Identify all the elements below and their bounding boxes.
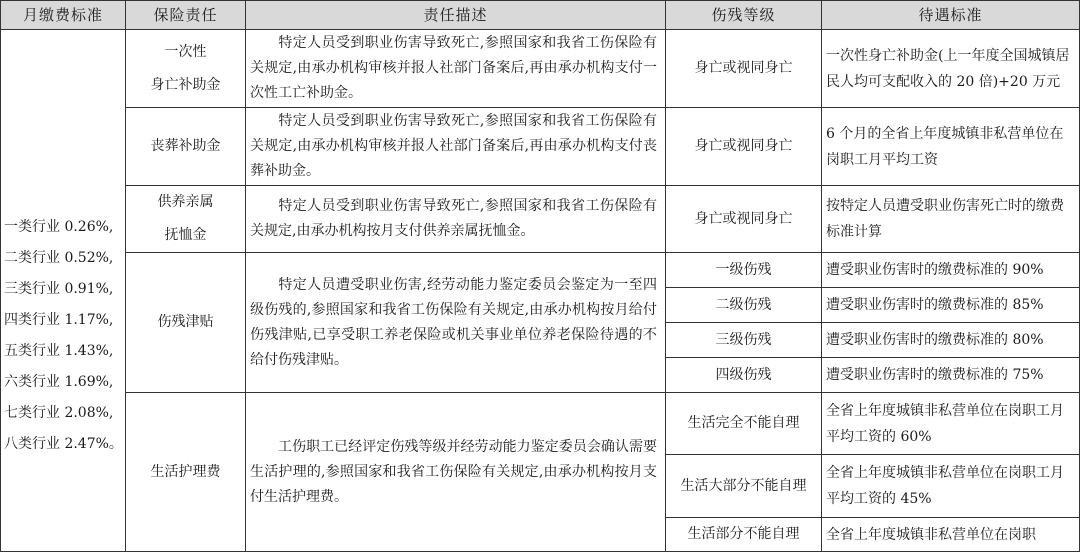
benefit-cell: 遭受职业伤害时的缴费标准的 75%	[822, 358, 1080, 393]
rate-line: 三类行业 0.91%,	[4, 280, 114, 297]
benefit-cell: 遭受职业伤害时的缴费标准的 90%	[822, 253, 1080, 288]
grade-cell: 生活部分不能自理	[666, 518, 822, 552]
description-cell: 特定人员受到职业伤害导致死亡,参照国家和我省工伤保险有关规定,由承办机构按月支付供养亲属抚恤金。	[246, 186, 666, 253]
grade-cell: 二级伤残	[666, 288, 822, 323]
table-row	[1, 393, 1080, 455]
category-cell: 供养亲属 抚恤金	[126, 186, 246, 253]
description-cell: 特定人员遭受职业伤害,经劳动能力鉴定委员会鉴定为一至四级伤残的,参照国家和我省工伤保险有关规定,由承办机构按月给付伤残津贴,已享受职工养老保险或机关事业单位养老保险待遇的不给付伤残津贴。	[246, 253, 666, 393]
rate-line: 二类行业 0.52%,	[4, 249, 114, 266]
rate-line: 一类行业 0.26%,	[4, 218, 114, 235]
description-cell: 工伤职工已经评定伤残等级并经劳动能力鉴定委员会确认需要生活护理的,参照国家和我省工伤保险有关规定,由承办机构按月支付生活护理费。	[246, 393, 666, 552]
rate-line: 六类行业 1.69%,	[4, 373, 114, 390]
grade-cell: 身亡或视同身亡	[666, 186, 822, 253]
category-cell: 伤残津贴	[126, 253, 246, 393]
benefit-cell: 按特定人员遭受职业伤害死亡时的缴费标准计算	[822, 186, 1080, 253]
table-row	[1, 30, 1080, 108]
description-cell: 特定人员受到职业伤害导致死亡,参照国家和我省工伤保险有关规定,由承办机构审核并报人社部门备案后,再由承办机构支付丧葬补助金。	[246, 108, 666, 186]
grade-cell: 四级伤残	[666, 358, 822, 393]
rate-line: 八类行业 2.47%。	[4, 435, 123, 452]
category-cell: 生活护理费	[126, 393, 246, 552]
rate-line: 四类行业 1.17%,	[4, 311, 114, 328]
grade-cell: 生活大部分不能自理	[666, 455, 822, 518]
rate-line: 七类行业 2.08%,	[4, 404, 114, 421]
grade-cell: 三级伤残	[666, 323, 822, 358]
benefit-cell: 一次性身亡补助金(上一年度全国城镇居民人均可支配收入的 20 倍)+20 万元	[822, 30, 1080, 108]
category-cell: 一次性 身亡补助金	[126, 30, 246, 108]
benefit-cell: 遭受职业伤害时的缴费标准的 80%	[822, 323, 1080, 358]
header-monthly-fee: 月缴费标准	[1, 1, 126, 30]
header-description: 责任描述	[246, 1, 666, 30]
header-disability-grade: 伤残等级	[666, 1, 822, 30]
industry-rates-cell	[1, 30, 126, 552]
table-row	[1, 108, 1080, 186]
rate-line: 五类行业 1.43%,	[4, 342, 114, 359]
benefit-cell: 遭受职业伤害时的缴费标准的 85%	[822, 288, 1080, 323]
benefit-cell: 6 个月的全省上年度城镇非私营单位在岗职工月平均工资	[822, 108, 1080, 186]
header-row	[1, 1, 1080, 30]
grade-cell: 一级伤残	[666, 253, 822, 288]
header-benefit-standard: 待遇标准	[822, 1, 1080, 30]
grade-cell: 身亡或视同身亡	[666, 30, 822, 108]
grade-cell: 生活完全不能自理	[666, 393, 822, 455]
benefit-cell: 全省上年度城镇非私营单位在岗职工月平均工资的 60%	[822, 393, 1080, 455]
category-cell: 丧葬补助金	[126, 108, 246, 186]
header-coverage: 保险责任	[126, 1, 246, 30]
table-row	[1, 253, 1080, 288]
benefit-cell: 全省上年度城镇非私营单位在岗职工月平均工资的 45%	[822, 455, 1080, 518]
grade-cell: 身亡或视同身亡	[666, 108, 822, 186]
benefit-cell: 全省上年度城镇非私营单位在岗职	[822, 518, 1080, 552]
description-cell: 特定人员受到职业伤害导致死亡,参照国家和我省工伤保险有关规定,由承办机构审核并报人社部门备案后,再由承办机构支付一次性工亡补助金。	[246, 30, 666, 108]
table-row	[1, 186, 1080, 253]
